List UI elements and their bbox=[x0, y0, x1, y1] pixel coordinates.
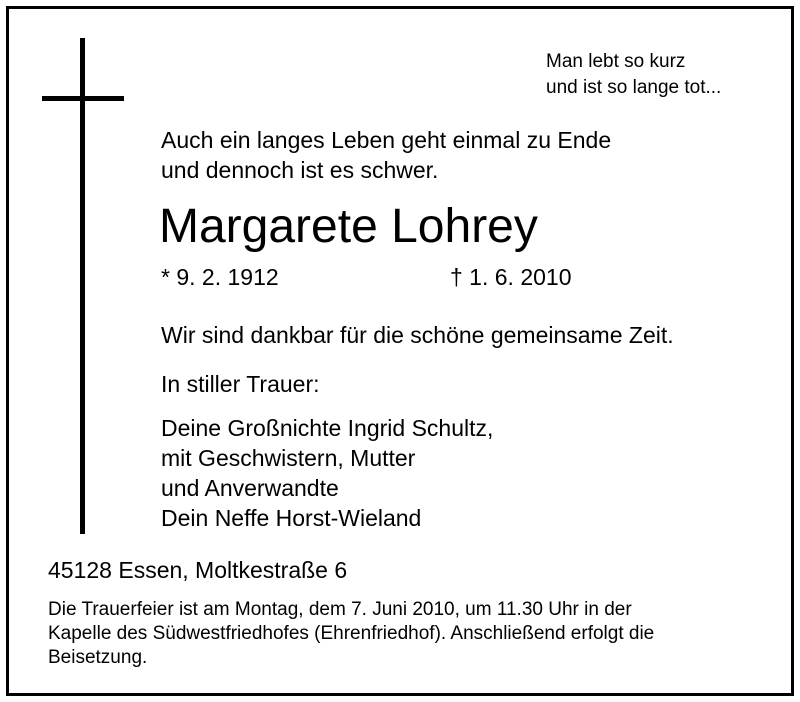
thanks-text: Wir sind dankbar für die schöne gemeinsame Zeit. bbox=[161, 322, 674, 348]
intro-text bbox=[161, 125, 611, 185]
cross-icon bbox=[80, 38, 85, 534]
mourner-line: und Anverwandte bbox=[161, 475, 339, 501]
funeral-notice bbox=[48, 598, 783, 670]
motto-line: und ist so lange tot... bbox=[546, 77, 722, 98]
death-date: † 1. 6. 2010 bbox=[450, 264, 572, 290]
birth-date: * 9. 2. 1912 bbox=[161, 264, 279, 290]
motto-line: Man lebt so kurz bbox=[546, 51, 686, 72]
deceased-name: Margarete Lohrey bbox=[159, 200, 538, 253]
notice-line: Beisetzung. bbox=[48, 647, 148, 668]
notice-line: Kapelle des Südwestfriedhofes (Ehrenfriedhof). Anschließend erfolgt die bbox=[48, 623, 655, 644]
obituary-frame bbox=[6, 6, 794, 696]
intro-line: und dennoch ist es schwer. bbox=[161, 157, 439, 183]
intro-line: Auch ein langes Leben geht einmal zu Ende bbox=[161, 127, 612, 153]
mourners-list bbox=[161, 413, 493, 533]
mourning-label: In stiller Trauer: bbox=[161, 371, 320, 397]
mourner-line: Deine Großnichte Ingrid Schultz, bbox=[161, 415, 494, 441]
cross-icon-bar bbox=[42, 96, 124, 101]
mourner-line: mit Geschwistern, Mutter bbox=[161, 445, 416, 471]
address: 45128 Essen, Moltkestraße 6 bbox=[48, 557, 348, 583]
notice-line: Die Trauerfeier ist am Montag, dem 7. Juni 2010, um 11.30 Uhr in der bbox=[48, 599, 632, 620]
mourner-line: Dein Neffe Horst-Wieland bbox=[161, 505, 422, 531]
motto-quote bbox=[546, 49, 721, 101]
